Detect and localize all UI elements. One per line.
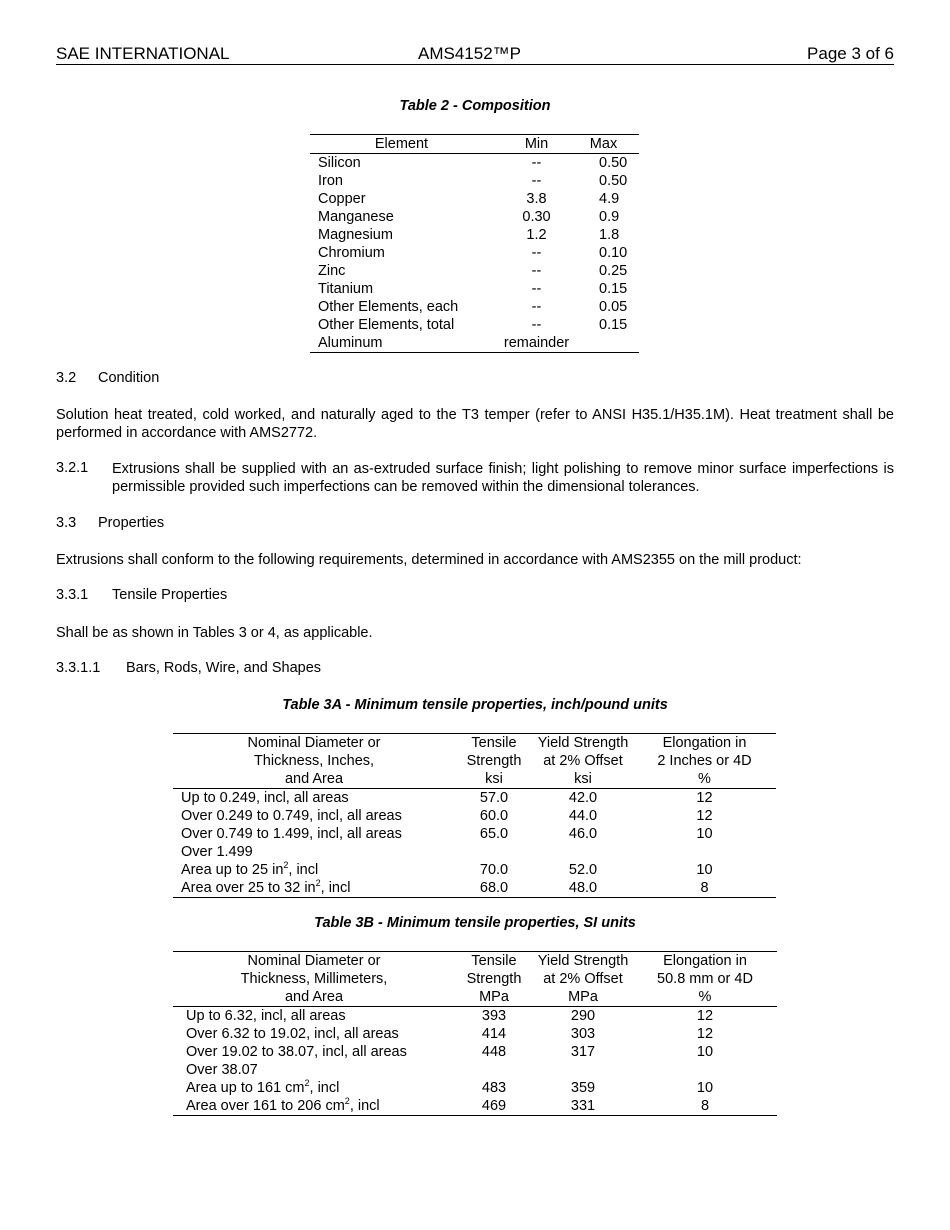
header-line: ksi bbox=[485, 771, 503, 787]
page-header bbox=[56, 44, 894, 65]
tensile-strength: 469 bbox=[481, 1098, 507, 1114]
max-value: 0.25 bbox=[599, 263, 628, 279]
composition-row bbox=[310, 208, 639, 226]
tensile-strength: 448 bbox=[481, 1044, 507, 1060]
max-value: 0.15 bbox=[599, 317, 628, 333]
element-name: Iron bbox=[318, 173, 343, 189]
composition-row bbox=[310, 226, 639, 244]
element-name: Other Elements, total bbox=[318, 317, 455, 333]
element-name: Copper bbox=[318, 191, 366, 207]
tensile-strength: 65.0 bbox=[479, 826, 509, 842]
yield-strength: 46.0 bbox=[568, 826, 598, 842]
tensile-strength: 60.0 bbox=[479, 808, 509, 824]
yield-strength: 331 bbox=[570, 1098, 596, 1114]
tensile-si-header-2 bbox=[533, 952, 633, 1007]
tensile-inch-row bbox=[173, 825, 776, 843]
header-line: Yield Strength bbox=[537, 953, 629, 969]
elongation: 10 bbox=[696, 1044, 714, 1060]
max-value: 0.50 bbox=[599, 173, 628, 189]
header-page-number: Page 3 of 6 bbox=[807, 44, 894, 63]
superscript: 2 bbox=[344, 1096, 350, 1107]
min-value: -- bbox=[531, 317, 542, 333]
elongation: 12 bbox=[696, 1026, 714, 1042]
section-title: Tensile Properties bbox=[112, 587, 228, 603]
elongation bbox=[633, 843, 776, 861]
header-line: Thickness, Inches, bbox=[253, 753, 375, 769]
tensile-table-inch bbox=[173, 733, 776, 898]
header-line: and Area bbox=[284, 989, 344, 1005]
header-line: Tensile bbox=[471, 953, 517, 969]
size-range: Over 38.07 bbox=[186, 1062, 258, 1078]
min-value: 3.8 bbox=[526, 191, 547, 207]
tensile-si-row bbox=[173, 1097, 777, 1116]
paragraph-3-2: Solution heat treated, cold worked, and naturally aged to the T3 temper (refer to ANSI H35.1/H35.1M). Heat treatment shall be performed in accordance with AMS2772. bbox=[56, 407, 894, 441]
size-range: Over 19.02 to 38.07, incl, all areas bbox=[186, 1044, 407, 1060]
tensile-strength bbox=[455, 843, 533, 861]
element-name: Chromium bbox=[318, 245, 385, 261]
section-number: 3.3.1 bbox=[56, 587, 89, 603]
table2-caption: Table 2 - Composition bbox=[399, 98, 551, 114]
header-line: Elongation in bbox=[662, 735, 747, 751]
header-line: Tensile bbox=[471, 735, 517, 751]
size-range: Over 0.749 to 1.499, incl, all areas bbox=[181, 826, 402, 842]
min-value: -- bbox=[531, 299, 542, 315]
size-range: Area up to 161 $cm^2$, incl bbox=[186, 1078, 340, 1096]
min-value: -- bbox=[531, 245, 542, 261]
elongation: 8 bbox=[700, 880, 709, 896]
composition-row bbox=[310, 316, 639, 334]
header-doc-number: AMS4152™P bbox=[418, 44, 521, 63]
section-3-3-heading bbox=[56, 515, 165, 531]
elongation: 10 bbox=[696, 862, 713, 878]
tensile-si-row bbox=[173, 1025, 777, 1043]
size-range: Over 6.32 to 19.02, incl, all areas bbox=[186, 1026, 399, 1042]
section-title: Condition bbox=[98, 370, 160, 386]
yield-strength bbox=[533, 843, 633, 861]
elongation: 10 bbox=[696, 826, 713, 842]
tensile-si-header-3 bbox=[633, 952, 777, 1007]
elongation: 12 bbox=[696, 790, 713, 806]
paragraph-3-2-1: Extrusions shall be supplied with an as-extruded surface finish; light polishing to remove minor surface imperfections is permissible provided such imperfections can be removed within the dimensional tolerances. bbox=[112, 461, 894, 495]
tensile-inch-row bbox=[173, 789, 776, 808]
tensile-strength: 57.0 bbox=[479, 790, 509, 806]
tensile-strength bbox=[455, 1061, 533, 1079]
header-line: Thickness, Millimeters, bbox=[240, 971, 388, 987]
header-line: at 2% Offset bbox=[543, 753, 623, 769]
size-range: Area over 161 to 206 $cm^2$, incl bbox=[186, 1096, 380, 1114]
elongation: 10 bbox=[696, 1080, 714, 1096]
max-value: 0.10 bbox=[599, 245, 628, 261]
table3b-caption: Table 3B - Minimum tensile properties, SI units bbox=[314, 915, 636, 931]
tensile-strength: 70.0 bbox=[479, 862, 509, 878]
min-value: remainder bbox=[503, 335, 570, 351]
composition-header-element: Element bbox=[374, 136, 429, 152]
element-name: Magnesium bbox=[318, 227, 393, 243]
element-name: Aluminum bbox=[318, 335, 383, 351]
composition-row bbox=[310, 244, 639, 262]
header-line: at 2% Offset bbox=[543, 971, 623, 987]
size-range: Area up to 25 $in^2$, incl bbox=[181, 860, 319, 878]
header-line: % bbox=[698, 771, 711, 787]
tensile-inch-row bbox=[173, 807, 776, 825]
composition-row bbox=[310, 298, 639, 316]
composition-row bbox=[310, 334, 639, 353]
elongation: 8 bbox=[700, 1098, 710, 1114]
composition-row bbox=[310, 190, 639, 208]
element-name: Silicon bbox=[318, 155, 361, 171]
header-line: Nominal Diameter or bbox=[247, 735, 381, 751]
tensile-si-row bbox=[173, 1079, 777, 1097]
tensile-inch-header-2 bbox=[533, 734, 633, 789]
tensile-table-si bbox=[173, 951, 777, 1116]
tensile-strength: 483 bbox=[481, 1080, 507, 1096]
tensile-strength: 393 bbox=[481, 1008, 507, 1024]
paragraph-3-3-1: Shall be as shown in Tables 3 or 4, as applicable. bbox=[56, 625, 373, 641]
size-range: Up to 0.249, incl, all areas bbox=[181, 790, 349, 806]
composition-table bbox=[310, 134, 639, 353]
elongation: 12 bbox=[696, 808, 713, 824]
section-number: 3.2 bbox=[56, 370, 77, 386]
max-value: 1.8 bbox=[599, 227, 620, 243]
section-3-2-heading bbox=[56, 370, 160, 386]
tensile-si-row bbox=[173, 1043, 777, 1061]
tensile-inch-row bbox=[173, 843, 776, 861]
header-line: MPa bbox=[568, 989, 598, 1005]
size-range: Over 0.249 to 0.749, incl, all areas bbox=[181, 808, 402, 824]
min-value: -- bbox=[531, 155, 542, 171]
superscript: 2 bbox=[304, 1078, 310, 1089]
tensile-strength: 414 bbox=[481, 1026, 507, 1042]
header-line: Nominal Diameter or bbox=[247, 953, 381, 969]
tensile-si-header-1 bbox=[455, 952, 533, 1007]
size-range: Up to 6.32, incl, all areas bbox=[186, 1008, 346, 1024]
composition-header-max: Max bbox=[589, 136, 618, 152]
composition-row bbox=[310, 262, 639, 280]
header-org: SAE INTERNATIONAL bbox=[56, 44, 230, 63]
elongation bbox=[633, 1061, 777, 1079]
section-3-3-1-heading bbox=[56, 587, 228, 603]
element-name: Other Elements, each bbox=[318, 299, 459, 315]
min-value: 0.30 bbox=[522, 209, 551, 225]
max-value bbox=[580, 334, 639, 353]
tensile-inch-header-3 bbox=[633, 734, 776, 789]
section-title: Bars, Rods, Wire, and Shapes bbox=[126, 660, 322, 676]
max-value: 0.50 bbox=[599, 155, 628, 171]
section-title: Properties bbox=[98, 515, 165, 531]
section-3-2-1-number: 3.2.1 bbox=[56, 460, 89, 476]
element-name: Zinc bbox=[318, 263, 346, 279]
yield-strength: 303 bbox=[570, 1026, 596, 1042]
tensile-strength: 68.0 bbox=[479, 880, 509, 896]
min-value: -- bbox=[531, 263, 542, 279]
header-line: Elongation in bbox=[663, 953, 747, 969]
yield-strength: 42.0 bbox=[568, 790, 598, 806]
max-value: 4.9 bbox=[599, 191, 620, 207]
min-value: 1.2 bbox=[526, 227, 547, 243]
tensile-inch-header-0 bbox=[173, 734, 455, 789]
yield-strength bbox=[533, 1061, 633, 1079]
size-range: Area over 25 to 32 $in^2$, incl bbox=[181, 878, 351, 896]
section-number: 3.3.1.1 bbox=[56, 660, 101, 676]
tensile-si-header-0 bbox=[173, 952, 455, 1007]
header-line: MPa bbox=[479, 989, 509, 1005]
tensile-si-row bbox=[173, 1007, 777, 1026]
composition-row bbox=[310, 154, 639, 173]
min-value: -- bbox=[531, 173, 542, 189]
max-value: 0.9 bbox=[599, 209, 620, 225]
header-line: Strength bbox=[466, 971, 522, 987]
yield-strength: 48.0 bbox=[568, 880, 598, 896]
max-value: 0.05 bbox=[599, 299, 628, 315]
header-line: Strength bbox=[466, 753, 522, 769]
elongation: 12 bbox=[696, 1008, 714, 1024]
header-line: Yield Strength bbox=[537, 735, 629, 751]
header-line: and Area bbox=[284, 771, 344, 787]
header-line: 50.8 mm or 4D bbox=[657, 971, 753, 987]
yield-strength: 290 bbox=[570, 1008, 596, 1024]
element-name: Titanium bbox=[318, 281, 374, 297]
section-3-3-1-1-heading bbox=[56, 660, 322, 676]
table3a-caption: Table 3A - Minimum tensile properties, inch/pound units bbox=[282, 697, 668, 713]
paragraph-3-3: Extrusions shall conform to the following requirements, determined in accordance with AMS2355 on the mill product: bbox=[56, 552, 802, 568]
yield-strength: 44.0 bbox=[568, 808, 598, 824]
min-value: -- bbox=[531, 281, 542, 297]
yield-strength: 52.0 bbox=[568, 862, 598, 878]
header-line: 2 Inches or 4D bbox=[657, 753, 752, 769]
yield-strength: 359 bbox=[570, 1080, 596, 1096]
composition-row bbox=[310, 280, 639, 298]
tensile-inch-row bbox=[173, 861, 776, 879]
section-number: 3.3 bbox=[56, 515, 77, 531]
tensile-inch-header-1 bbox=[455, 734, 533, 789]
composition-row bbox=[310, 172, 639, 190]
superscript: 2 bbox=[283, 860, 289, 871]
max-value: 0.15 bbox=[599, 281, 628, 297]
header-line: % bbox=[698, 989, 712, 1005]
header-line: ksi bbox=[574, 771, 592, 787]
size-range: Over 1.499 bbox=[181, 844, 253, 860]
yield-strength: 317 bbox=[570, 1044, 596, 1060]
tensile-si-row bbox=[173, 1061, 777, 1079]
composition-header-min: Min bbox=[524, 136, 549, 152]
element-name: Manganese bbox=[318, 209, 394, 225]
tensile-inch-row bbox=[173, 879, 776, 898]
superscript: 2 bbox=[315, 878, 321, 889]
